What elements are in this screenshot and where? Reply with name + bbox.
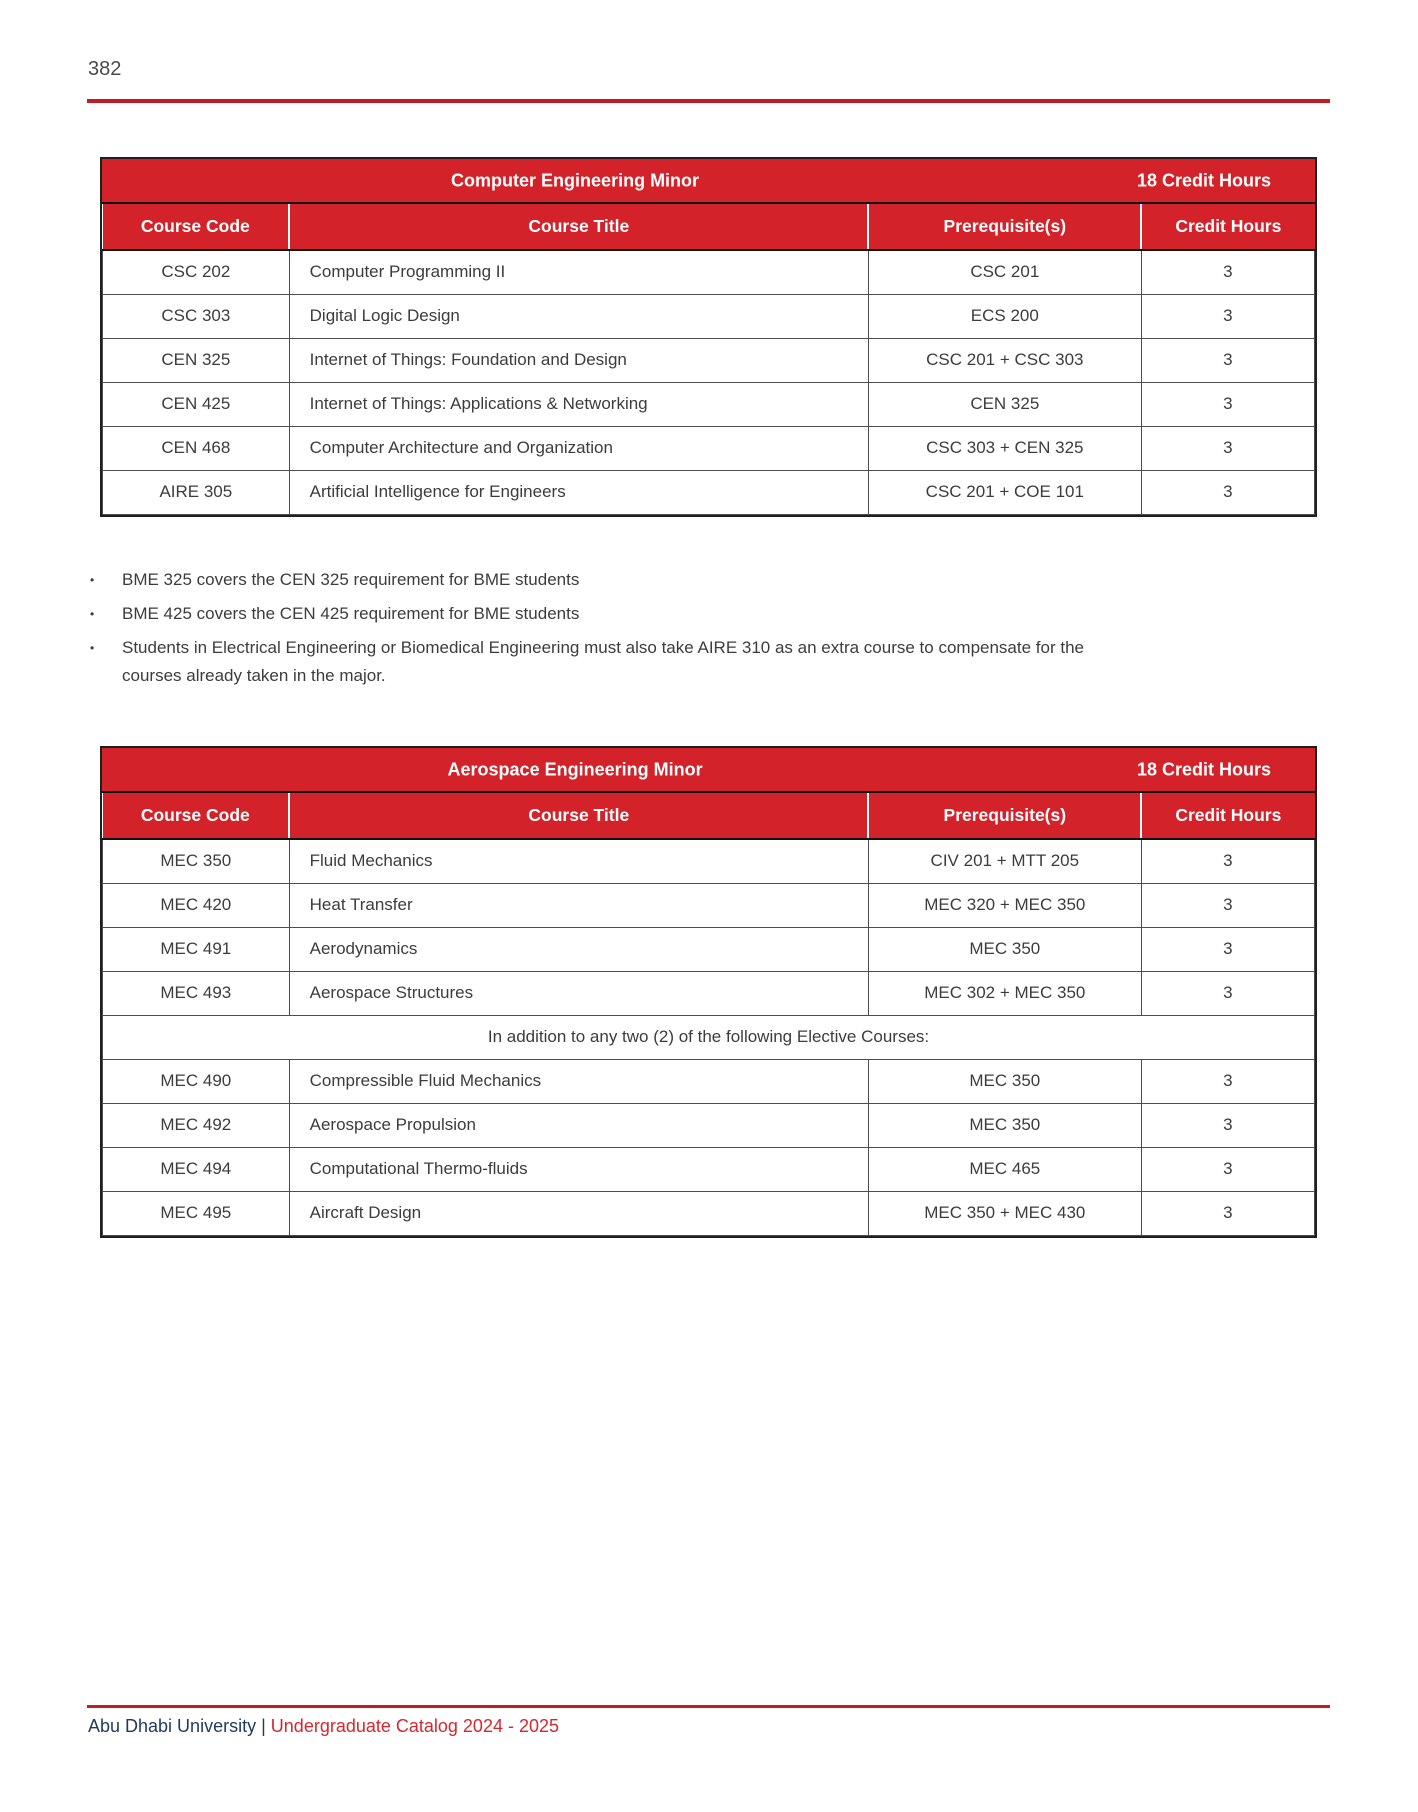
course-title-cell: Aircraft Design (289, 1191, 868, 1235)
course-table (102, 204, 1315, 515)
table-title: Computer Engineering Minor (451, 170, 700, 190)
course-code-cell: MEC 350 (103, 839, 290, 883)
note-item (88, 566, 1318, 594)
prerequisite-cell: CIV 201 + MTT 205 (868, 839, 1141, 883)
note-text: BME 425 covers the CEN 425 requirement for BME students (122, 604, 580, 623)
prerequisite-cell: MEC 350 (868, 1103, 1141, 1147)
course-code-cell: CEN 425 (103, 382, 290, 426)
course-code-cell: MEC 493 (103, 971, 290, 1015)
prerequisite-cell: CSC 201 + CSC 303 (868, 338, 1141, 382)
prerequisite-cell: MEC 350 (868, 1059, 1141, 1103)
credit-hours-cell: 3 (1141, 382, 1314, 426)
table-credit-hours-total: 18 Credit Hours (1136, 759, 1271, 779)
prerequisite-cell: MEC 350 + MEC 430 (868, 1191, 1141, 1235)
credit-hours-cell: 3 (1141, 294, 1314, 338)
prerequisite-cell: MEC 302 + MEC 350 (868, 971, 1141, 1015)
credit-hours-cell: 3 (1141, 470, 1314, 514)
elective-divider-text: In addition to any two (2) of the following Elective Courses: (103, 1015, 1315, 1059)
course-title-cell: Computer Architecture and Organization (289, 426, 868, 470)
table-row (103, 338, 1315, 382)
credit-hours-cell: 3 (1141, 1147, 1314, 1191)
prerequisite-cell: CSC 201 (868, 250, 1141, 294)
course-code-cell: MEC 490 (103, 1059, 290, 1103)
course-title-header: Course Title (289, 204, 868, 250)
footer (88, 1716, 559, 1737)
course-title-cell: Compressible Fluid Mechanics (289, 1059, 868, 1103)
table-row (103, 1147, 1315, 1191)
note-text: BME 325 covers the CEN 325 requirement for BME students (122, 570, 580, 589)
prerequisite-cell: CEN 325 (868, 382, 1141, 426)
prerequisite-cell: CSC 201 + COE 101 (868, 470, 1141, 514)
table-title: Aerospace Engineering Minor (447, 759, 703, 779)
course-title-header: Course Title (289, 793, 868, 839)
course-title-cell: Fluid Mechanics (289, 839, 868, 883)
course-code-cell: CEN 325 (103, 338, 290, 382)
column-header-row (103, 204, 1315, 250)
table-row (103, 1059, 1315, 1103)
credit-hours-cell: 3 (1141, 338, 1314, 382)
table-row (103, 839, 1315, 883)
table-row (103, 927, 1315, 971)
course-title-cell: Aerospace Structures (289, 971, 868, 1015)
course-title-cell: Artificial Intelligence for Engineers (289, 470, 868, 514)
note-item (88, 600, 1318, 628)
course-code-cell: AIRE 305 (103, 470, 290, 514)
table-row (103, 971, 1315, 1015)
course-title-cell: Internet of Things: Foundation and Design (289, 338, 868, 382)
course-code-cell: CSC 202 (103, 250, 290, 294)
credit-hours-cell: 3 (1141, 1103, 1314, 1147)
course-code-cell: MEC 420 (103, 883, 290, 927)
aerospace-engineering-minor-table (100, 746, 1317, 1238)
credit-hours-cell: 3 (1141, 1059, 1314, 1103)
credit-hours-cell: 3 (1141, 927, 1314, 971)
prerequisite-cell: ECS 200 (868, 294, 1141, 338)
note-text: Students in Electrical Engineering or Biomedical Engineering must also take AIRE 310 as an extra course to compensate for the courses already taken in the major. (122, 638, 1084, 685)
course-code-header: Course Code (103, 204, 290, 250)
course-code-cell: MEC 491 (103, 927, 290, 971)
course-code-cell: MEC 492 (103, 1103, 290, 1147)
prerequisite-cell: MEC 465 (868, 1147, 1141, 1191)
table-title-bar (102, 748, 1315, 793)
course-table (102, 793, 1315, 1236)
credit-hours-header: Credit Hours (1141, 204, 1314, 250)
bullet-icon: • (90, 641, 95, 655)
credit-hours-cell: 3 (1141, 250, 1314, 294)
computer-engineering-minor-table (100, 157, 1317, 517)
course-title-cell: Computer Programming II (289, 250, 868, 294)
credit-hours-header: Credit Hours (1141, 793, 1314, 839)
page-number: 382 (88, 58, 122, 80)
top-rule (87, 99, 1330, 103)
course-title-cell: Aerodynamics (289, 927, 868, 971)
notes-list (88, 566, 1318, 696)
table-row (103, 294, 1315, 338)
course-code-header: Course Code (103, 793, 290, 839)
prerequisites-header: Prerequisite(s) (868, 793, 1141, 839)
table-credit-hours-total: 18 Credit Hours (1136, 170, 1271, 190)
prerequisite-cell: MEC 350 (868, 927, 1141, 971)
footer-rule (87, 1705, 1330, 1708)
footer-university: Abu Dhabi University (88, 1716, 257, 1736)
column-header-row (103, 793, 1315, 839)
course-code-cell: MEC 494 (103, 1147, 290, 1191)
footer-separator: | (261, 1716, 266, 1736)
course-title-cell: Aerospace Propulsion (289, 1103, 868, 1147)
credit-hours-cell: 3 (1141, 839, 1314, 883)
course-title-cell: Digital Logic Design (289, 294, 868, 338)
course-title-cell: Computational Thermo-fluids (289, 1147, 868, 1191)
elective-divider-row (103, 1015, 1315, 1059)
course-title-cell: Internet of Things: Applications & Networking (289, 382, 868, 426)
prerequisite-cell: CSC 303 + CEN 325 (868, 426, 1141, 470)
credit-hours-cell: 3 (1141, 883, 1314, 927)
table-row (103, 426, 1315, 470)
footer-catalog: Undergraduate Catalog 2024 - 2025 (270, 1716, 560, 1736)
credit-hours-cell: 3 (1141, 426, 1314, 470)
table-row (103, 883, 1315, 927)
bullet-icon: • (90, 607, 95, 621)
table-row (103, 382, 1315, 426)
note-item (88, 634, 1318, 690)
credit-hours-cell: 3 (1141, 1191, 1314, 1235)
table-row (103, 470, 1315, 514)
course-code-cell: CSC 303 (103, 294, 290, 338)
prerequisite-cell: MEC 320 + MEC 350 (868, 883, 1141, 927)
table-row (103, 1103, 1315, 1147)
bullet-icon: • (90, 573, 95, 587)
table-title-bar (102, 159, 1315, 204)
table-row (103, 1191, 1315, 1235)
course-code-cell: CEN 468 (103, 426, 290, 470)
prerequisites-header: Prerequisite(s) (868, 204, 1141, 250)
course-code-cell: MEC 495 (103, 1191, 290, 1235)
credit-hours-cell: 3 (1141, 971, 1314, 1015)
course-title-cell: Heat Transfer (289, 883, 868, 927)
table-row (103, 250, 1315, 294)
